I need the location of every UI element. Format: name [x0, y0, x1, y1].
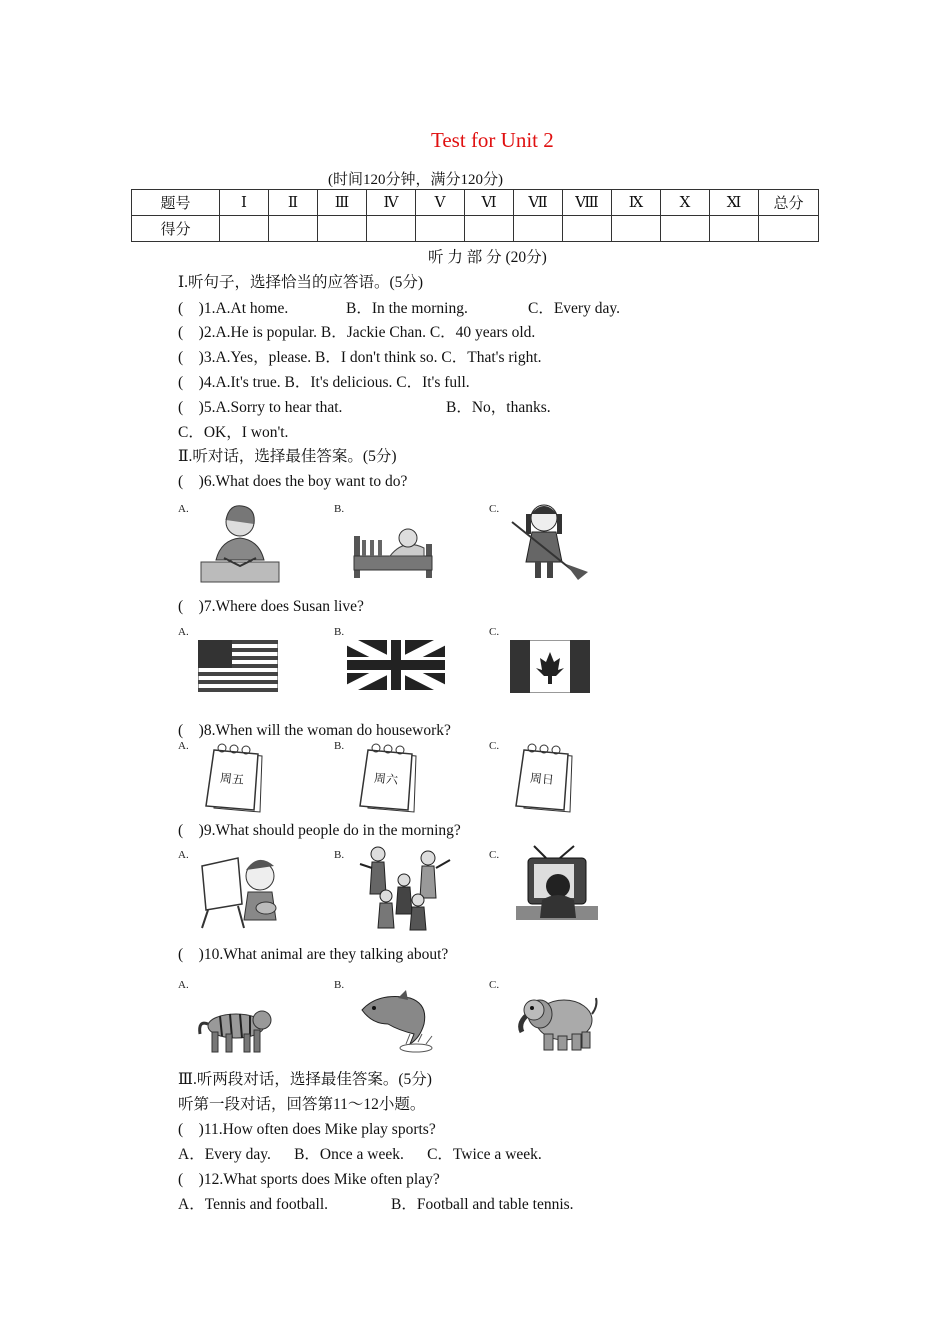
listening-header: 听 力 部 分 (20分)	[428, 249, 547, 266]
canada-flag-icon	[510, 640, 590, 693]
score-blank[interactable]	[661, 216, 710, 242]
usa-flag-icon	[198, 640, 278, 692]
question-6: ( )6.What does the boy want to do?	[178, 473, 408, 490]
option-label-a: A.	[178, 740, 189, 752]
question-2: ( )2.A.He is popular. B．Jackie Chan. C．40 years old.	[178, 324, 536, 341]
section-3-subheading: 听第一段对话，回答第11～12小题。	[178, 1096, 426, 1113]
score-cell: Ⅳ	[367, 190, 416, 216]
option-label-c: C.	[489, 849, 500, 861]
score-blank[interactable]	[612, 216, 661, 242]
question-11-options: A．Every day. B．Once a week. C．Twice a week.	[178, 1146, 542, 1163]
score-cell: Ⅹ	[661, 190, 710, 216]
score-cell: Ⅱ	[269, 190, 318, 216]
child-watching-tv-icon	[516, 844, 598, 924]
option-label-b: B.	[334, 979, 345, 991]
calendar-saturday-icon	[358, 742, 420, 814]
score-blank[interactable]	[416, 216, 465, 242]
score-cell: Ⅲ	[318, 190, 367, 216]
option-label-a: A.	[178, 626, 189, 638]
question-11: ( )11.How often does Mike play sports?	[178, 1121, 436, 1138]
score-cell: Ⅶ	[514, 190, 563, 216]
score-entry-row	[132, 216, 819, 242]
option-label-c: C.	[489, 503, 500, 515]
option-label-b: B.	[334, 503, 345, 515]
boy-painting-icon	[198, 848, 284, 930]
question-1: ( )1.A.At home.	[178, 300, 289, 317]
score-cell: Ⅴ	[416, 190, 465, 216]
score-blank[interactable]	[514, 216, 563, 242]
option-label-a: A.	[178, 979, 189, 991]
question-7: ( )7.Where does Susan live?	[178, 598, 364, 615]
section-1-heading: Ⅰ.听句子，选择恰当的应答语。(5分)	[178, 274, 424, 291]
uk-flag-icon	[347, 640, 445, 690]
people-exercising-icon	[356, 844, 452, 932]
option-label-a: A.	[178, 849, 189, 861]
question-4: ( )4.A.It's true. B．It's delicious. C．It's full.	[178, 374, 470, 391]
score-header-row	[132, 190, 819, 216]
score-cell: Ⅵ	[465, 190, 514, 216]
section-3-heading: Ⅲ.听两段对话，选择最佳答案。(5分)	[178, 1071, 432, 1088]
score-blank[interactable]	[220, 216, 269, 242]
option-label-b: B.	[334, 626, 345, 638]
option-label-c: C.	[489, 740, 500, 752]
section-2-heading: Ⅱ.听对话，选择最佳答案。(5分)	[178, 448, 397, 465]
score-cell: 总分	[759, 190, 819, 216]
score-cell: 题号	[132, 190, 220, 216]
score-cell: Ⅰ	[220, 190, 269, 216]
score-blank[interactable]	[269, 216, 318, 242]
score-cell: Ⅺ	[710, 190, 759, 216]
question-8: ( )8.When will the woman do housework?	[178, 722, 451, 739]
elephant-icon	[516, 990, 600, 1054]
option-label-b: B.	[334, 740, 345, 752]
option-label-c: C.	[489, 626, 500, 638]
tiger-icon	[196, 1002, 278, 1054]
calendar-day-label: 周五	[219, 770, 245, 788]
score-blank[interactable]	[318, 216, 367, 242]
question-12-option-a: A．Tennis and football.	[178, 1196, 329, 1213]
score-blank[interactable]	[759, 216, 819, 242]
calendar-friday-icon	[204, 742, 266, 814]
question-10: ( )10.What animal are they talking about?	[178, 946, 449, 963]
score-blank[interactable]	[367, 216, 416, 242]
calendar-day-label: 周日	[529, 770, 555, 788]
option-label-b: B.	[334, 849, 345, 861]
question-1-option-b: B．In the morning.	[346, 300, 468, 317]
score-cell: Ⅷ	[563, 190, 612, 216]
score-cell: Ⅸ	[612, 190, 661, 216]
option-label-a: A.	[178, 503, 189, 515]
score-table	[131, 189, 819, 242]
score-blank[interactable]	[710, 216, 759, 242]
page-title: Test for Unit 2	[431, 128, 554, 152]
calendar-sunday-icon	[514, 742, 576, 814]
calendar-day-label: 周六	[373, 770, 399, 788]
question-3: ( )3.A.Yes，please. B．I don't think so. C．That's right.	[178, 349, 542, 366]
option-label-c: C.	[489, 979, 500, 991]
score-label: 得分	[132, 216, 220, 242]
boy-in-bed-icon	[352, 520, 434, 580]
girl-writing-icon	[196, 500, 284, 584]
score-blank[interactable]	[563, 216, 612, 242]
question-5-option-b: B．No，thanks.	[446, 399, 551, 416]
question-1-option-c: C．Every day.	[528, 300, 620, 317]
question-5-option-c: C．OK，I won't.	[178, 424, 289, 441]
dolphin-icon	[358, 990, 440, 1056]
question-12-option-b: B．Football and table tennis.	[391, 1196, 574, 1213]
time-score-note: (时间120分钟，满分120分)	[328, 172, 503, 188]
girl-sweeping-icon	[508, 500, 590, 584]
question-9: ( )9.What should people do in the morning?	[178, 822, 461, 839]
score-blank[interactable]	[465, 216, 514, 242]
question-12: ( )12.What sports does Mike often play?	[178, 1171, 440, 1188]
question-5: ( )5.A.Sorry to hear that.	[178, 399, 343, 416]
